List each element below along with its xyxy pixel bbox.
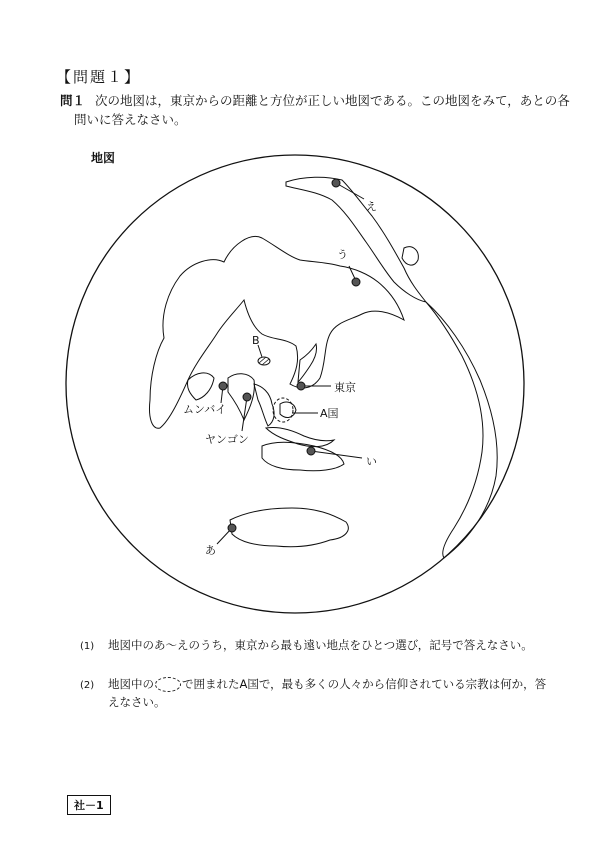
label-country-a: A国 xyxy=(320,407,339,420)
subquestion-1 xyxy=(80,637,533,653)
region-b-hatch xyxy=(258,357,270,365)
australia-landmass xyxy=(262,442,344,471)
label-mumbai: ムンバイ xyxy=(183,403,227,416)
south-america-landmass xyxy=(426,302,497,558)
question-1-line-1: 次の地図は，東京からの距離と方位が正しい地図である。この地図をみて，あとの各 xyxy=(95,93,570,108)
leader-lines xyxy=(217,183,364,544)
southeast-asia-landmass xyxy=(254,384,274,426)
country-a-dashed-circle xyxy=(273,398,293,422)
point-yangon xyxy=(243,393,251,401)
point-tokyo xyxy=(297,382,305,390)
label-tokyo: 東京 xyxy=(334,381,356,394)
map-label: 地図 xyxy=(91,151,116,165)
label-e: え xyxy=(366,200,377,213)
map-points xyxy=(219,179,360,532)
map-outline-circle xyxy=(66,155,524,613)
question-1-line-2: 問いに答えなさい。 xyxy=(74,112,187,127)
question-1-number: 問１ xyxy=(60,93,86,108)
landmasses xyxy=(149,177,497,558)
subquestion-2-number: (2) xyxy=(80,680,95,691)
subquestion-2-text-after: で囲まれたA国で，最も多くの人々から信仰されている宗教は何か，答 xyxy=(182,677,547,691)
subquestion-2 xyxy=(80,676,546,692)
dashed-ellipse-icon xyxy=(155,677,181,692)
label-i: い xyxy=(366,455,377,468)
label-a: あ xyxy=(205,544,216,557)
label-yangon: ヤンゴン xyxy=(205,433,249,446)
subquestion-1-number: (1) xyxy=(80,641,95,652)
eurasia-landmass xyxy=(149,237,404,429)
antarctica-landmass xyxy=(230,508,348,547)
subquestion-2-continuation: えなさい。 xyxy=(108,695,166,709)
label-u: う xyxy=(337,248,348,261)
japan-landmass xyxy=(298,344,317,382)
label-b: B xyxy=(252,334,260,347)
subquestion-2-text-before: 地図中の xyxy=(108,677,154,691)
point-i xyxy=(307,447,315,455)
point-u xyxy=(352,278,360,286)
point-e xyxy=(332,179,340,187)
problem-header: 【問題１】 xyxy=(56,68,142,86)
point-a xyxy=(228,524,236,532)
subquestion-1-text: 地図中のあ～えのうち，東京から最も遠い地点をひとつ選び，記号で答えなさい。 xyxy=(108,638,533,652)
page-code: 社－1 xyxy=(67,795,111,815)
point-mumbai xyxy=(219,382,227,390)
